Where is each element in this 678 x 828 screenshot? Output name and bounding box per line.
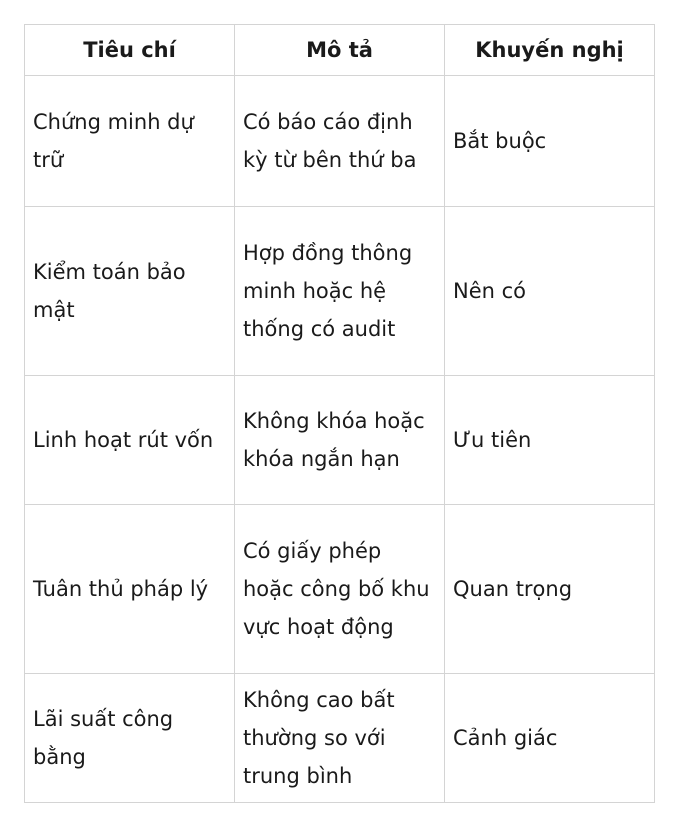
cell-recommendation: Bắt buộc <box>445 76 655 207</box>
cell-criterion: Lãi suất công bằng <box>25 674 235 803</box>
cell-criterion: Tuân thủ pháp lý <box>25 505 235 674</box>
table-header-row <box>25 25 655 76</box>
criteria-table <box>24 24 655 803</box>
cell-description: Không khóa hoặc khóa ngắn hạn <box>235 376 445 505</box>
header-description: Mô tả <box>235 25 445 76</box>
table-row <box>25 505 655 674</box>
header-criterion: Tiêu chí <box>25 25 235 76</box>
cell-description: Hợp đồng thông minh hoặc hệ thống có audit <box>235 207 445 376</box>
table-row <box>25 376 655 505</box>
cell-recommendation: Nên có <box>445 207 655 376</box>
cell-recommendation: Quan trọng <box>445 505 655 674</box>
cell-criterion: Linh hoạt rút vốn <box>25 376 235 505</box>
cell-criterion: Chứng minh dự trữ <box>25 76 235 207</box>
cell-criterion: Kiểm toán bảo mật <box>25 207 235 376</box>
header-recommendation: Khuyến nghị <box>445 25 655 76</box>
table-row <box>25 207 655 376</box>
cell-recommendation: Cảnh giác <box>445 674 655 803</box>
cell-recommendation: Ưu tiên <box>445 376 655 505</box>
cell-description: Có giấy phép hoặc công bố khu vực hoạt động <box>235 505 445 674</box>
table-row <box>25 674 655 803</box>
table-row <box>25 76 655 207</box>
cell-description: Có báo cáo định kỳ từ bên thứ ba <box>235 76 445 207</box>
cell-description: Không cao bất thường so với trung bình <box>235 674 445 803</box>
